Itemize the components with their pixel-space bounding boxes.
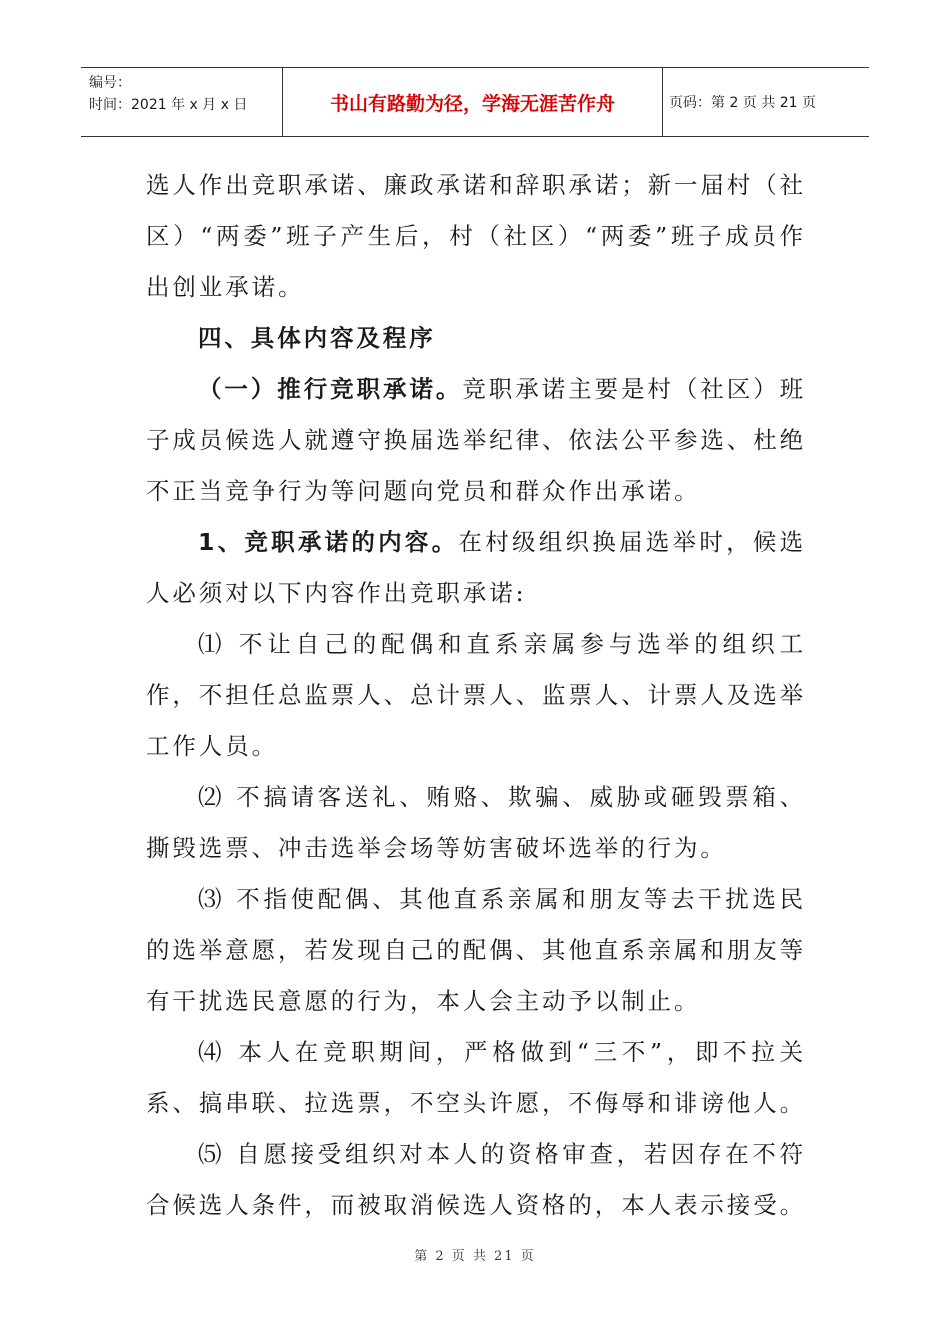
document-body [146,160,806,1231]
clause-2: ⑵ 不搞请客送礼、贿赂、欺骗、威胁或砸毁票箱、撕毁选票、冲击选举会场等妨害破坏选举的行为。 [146,783,806,862]
clause-5: ⑸ 自愿接受组织对本人的资格审查，若因存在不符合候选人条件，而被取消候选人资格的，本人表示接受。 [146,1140,806,1219]
item-title: 1、竞职承诺的内容。 [198,528,459,556]
number-label: 编号： [89,75,131,91]
header-motto: 书山有路勤为径，学海无涯苦作舟 [283,68,663,136]
time-label: 时间：2021 年 x 月 x 日 [89,97,248,113]
document-header [81,67,869,137]
subsection-paragraph [146,364,806,517]
header-page-info: 页码：第 2 页 共 21 页 [669,95,816,111]
header-meta [81,68,283,136]
subsection-title: （一）推行竞职承诺。 [198,375,463,403]
clause-3: ⑶ 不指使配偶、其他直系亲属和朋友等去干扰选民的选举意愿，若发现自己的配偶、其他直系亲属和朋友等有干扰选民意愿的行为，本人会主动予以制止。 [146,885,806,1015]
paragraph-continued: 选人作出竞职承诺、廉政承诺和辞职承诺；新一届村（社区）“两委”班子产生后，村（社区）“两委”班子成员作出创业承诺。 [146,171,806,301]
clause-1: ⑴ 不让自己的配偶和直系亲属参与选举的组织工作，不担任总监票人、总计票人、监票人、计票人及选举工作人员。 [146,630,806,760]
item-paragraph [146,517,806,619]
item-text: 在村级组织换届选举时，候选人必须对以下内容作出竞职承诺: [146,528,806,607]
clause-4: ⑷ 本人在竞职期间，严格做到“三不”，即不拉关系、搞串联、拉选票，不空头许愿，不侮辱和诽谤他人。 [146,1038,806,1117]
page-footer: 第 2 页 共 21 页 [414,1249,536,1264]
section-heading: 四、具体内容及程序 [198,324,436,352]
subsection-text: 竞职承诺主要是村（社区）班子成员候选人就遵守换届选举纪律、依法公平参选、杜绝不正当竞争行为等问题向党员和群众作出承诺。 [146,375,807,505]
